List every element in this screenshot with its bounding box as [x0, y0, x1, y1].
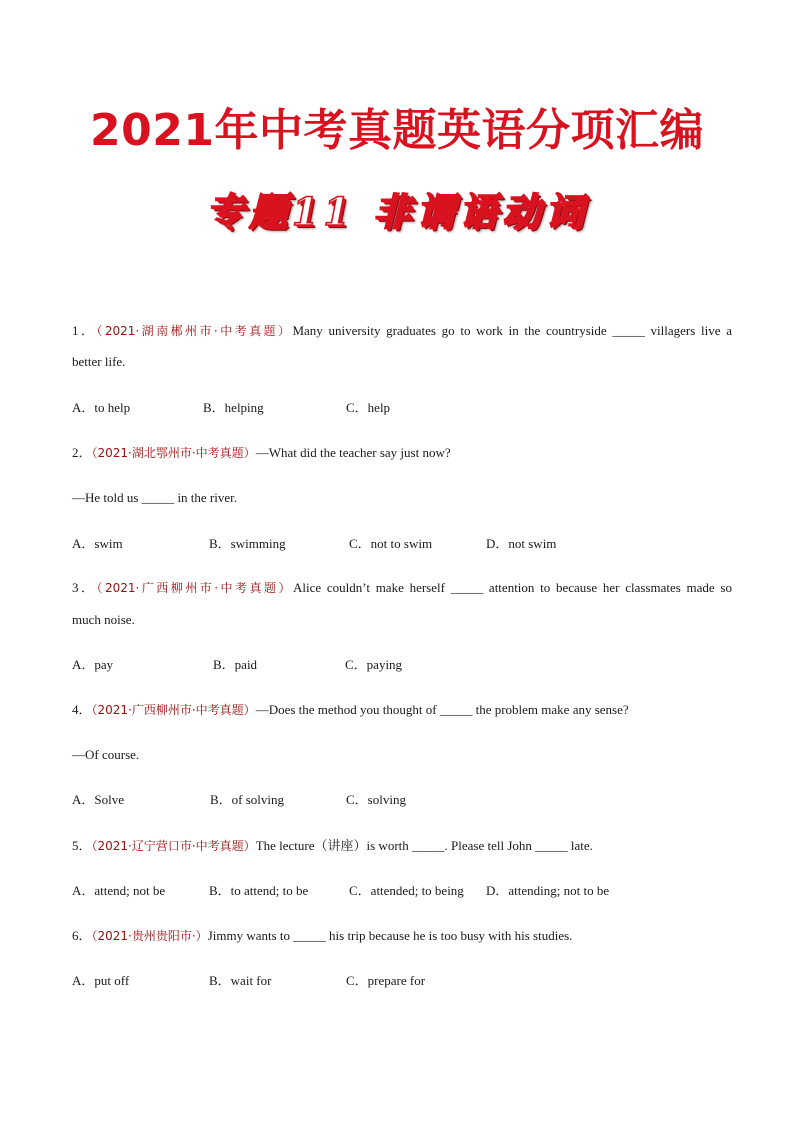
- option-d: D．attending; not to be: [486, 883, 610, 898]
- question-text: Jimmy wants to _____ his trip because he is too busy with his studies.: [207, 928, 573, 943]
- option-c: C．solving: [346, 792, 406, 807]
- question-4-stem: [72, 701, 732, 719]
- option-c: C．paying: [345, 657, 403, 672]
- option-a: A．attend; not be: [72, 883, 166, 898]
- option-b: B．swimming: [209, 536, 286, 551]
- option-a: A．to help: [72, 400, 131, 415]
- option-a: A．pay: [72, 657, 114, 672]
- option-a: A．swim: [72, 536, 123, 551]
- question-source: （2021·贵州贵阳市·）: [91, 929, 208, 943]
- option-b: B．of solving: [210, 792, 285, 807]
- question-6-stem: [72, 927, 732, 945]
- question-number: 2．: [72, 445, 92, 460]
- question-1-stem-continued: better life.: [72, 354, 126, 369]
- question-2-stem: [72, 444, 732, 462]
- question-source: （2021·湖北鄂州市·中考真题）: [91, 446, 256, 460]
- question-number: 1．: [72, 323, 97, 338]
- option-d: D．not swim: [486, 536, 557, 551]
- question-source: （2021·广西柳州市·中考真题）: [91, 703, 256, 717]
- question-source: （2021·湖南郴州市·中考真题）: [96, 324, 293, 338]
- question-3-stem-continued: much noise.: [72, 612, 135, 627]
- question-text: —What did the teacher say just now?: [255, 445, 451, 460]
- question-4-stem-continued: —Of course.: [72, 747, 140, 762]
- question-text: Alice couldn’t make herself _____ attention to because her classmates made so: [292, 580, 732, 595]
- option-c: C．attended; to being: [349, 883, 464, 898]
- option-b: B．wait for: [209, 973, 272, 988]
- option-b: B．to attend; to be: [209, 883, 309, 898]
- question-number: 6．: [72, 928, 92, 943]
- page-title: 2021年中考真题英语分项汇编: [90, 105, 704, 156]
- question-number: 3．: [72, 580, 97, 595]
- topic-subtitle: 专题11 非谓语动词: [205, 189, 589, 234]
- option-a: A．Solve: [72, 792, 125, 807]
- question-source: （2021·广西柳州市·中考真题）: [96, 581, 293, 595]
- option-a: A．put off: [72, 973, 130, 988]
- option-c: C．prepare for: [346, 973, 426, 988]
- option-b: B．helping: [203, 400, 264, 415]
- question-1-stem: [72, 322, 732, 340]
- question-3-stem: [72, 579, 732, 597]
- option-b: B．paid: [213, 657, 258, 672]
- question-text: The lecture（讲座）is worth _____. Please tell John _____ late.: [255, 838, 593, 853]
- question-text: —Does the method you thought of _____ the problem make any sense?: [255, 702, 629, 717]
- option-c: C．help: [346, 400, 391, 415]
- question-source: （2021·辽宁营口市·中考真题）: [91, 839, 256, 853]
- question-number: 4．: [72, 702, 92, 717]
- question-5-stem: [72, 837, 732, 855]
- question-text: Many university graduates go to work in the countryside _____ villagers live a: [292, 323, 732, 338]
- option-c: C．not to swim: [349, 536, 433, 551]
- question-number: 5．: [72, 838, 92, 853]
- question-2-stem-continued: —He told us _____ in the river.: [72, 490, 238, 505]
